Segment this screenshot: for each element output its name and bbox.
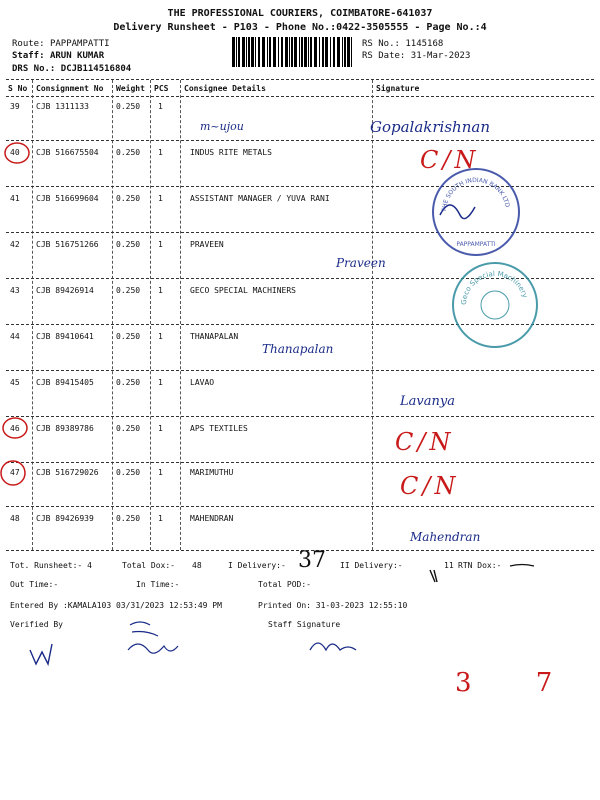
row-consignee: THANAPALAN <box>190 332 239 341</box>
drs-value: DCJB114516804 <box>60 64 132 74</box>
row-signature: Mahendran <box>410 530 481 544</box>
row-sno: 46 <box>10 424 20 433</box>
row-pcs: 1 <box>158 148 163 157</box>
col-pcs: PCS <box>154 84 169 93</box>
row-remark: C/N <box>400 472 460 500</box>
sno-circle-mark <box>3 418 27 438</box>
i-delivery-value: 37 <box>298 548 326 573</box>
row-consignee: GECO SPECIAL MACHINERS <box>190 286 296 295</box>
in-time: In Time:- <box>136 580 180 589</box>
row-pcs: 1 <box>158 286 163 295</box>
bank-stamp-graphic <box>434 170 518 254</box>
row-consignee: MARIMUTHU <box>190 468 234 477</box>
row-consignment: CJB 516699604 <box>36 194 99 203</box>
out-time: Out Time:- <box>10 580 59 589</box>
row-consignee: ASSISTANT MANAGER / YUVA RANI <box>190 194 330 203</box>
staff-signature-scribble <box>310 643 356 650</box>
bottom-handwritten-note: 3 7 <box>455 668 581 698</box>
staff-signature-label: Staff Signature <box>268 620 341 629</box>
row-sno: 39 <box>10 102 20 111</box>
row-consignee: PRAVEEN <box>190 240 224 249</box>
row-pcs: 1 <box>158 102 163 111</box>
total-pod: Total POD:- <box>258 580 311 589</box>
col-weight: Weight <box>116 84 145 93</box>
company-stamp <box>452 262 538 348</box>
row-consignee: MAHENDRAN <box>190 514 234 523</box>
row-pcs: 1 <box>158 424 163 433</box>
row-signature: Lavanya <box>400 394 455 409</box>
row-pcs: 1 <box>158 332 163 341</box>
sno-circle-mark <box>5 143 29 163</box>
total-dox-value: 48 <box>192 561 202 570</box>
row-weight: 0.250 <box>116 286 141 295</box>
dash-mark <box>510 565 534 567</box>
runsheet-subtitle: Delivery Runsheet - P103 - Phone No.:0422-3505555 - Page No.:4 <box>113 22 487 33</box>
row-consignee: APS TEXTILES <box>190 424 248 433</box>
row-pcs: 1 <box>158 194 163 203</box>
drs-label: DRS No.: <box>12 64 56 74</box>
row-weight: 0.250 <box>116 194 141 203</box>
col-signature: Signature <box>376 84 420 93</box>
verified-signature-scribble <box>128 644 178 653</box>
rs-date-value: 31-Mar-2023 <box>410 51 471 61</box>
row-consignment: CJB 516675504 <box>36 148 99 157</box>
company-title: THE PROFESSIONAL COURIERS, COIMBATORE-641037 <box>167 8 433 19</box>
row-sno: 47 <box>10 468 20 477</box>
rs-date-label: RS Date: <box>362 51 406 61</box>
ii-delivery-label: II Delivery:- <box>340 561 403 570</box>
company-stamp-text: Geco Special Machinery <box>459 269 529 306</box>
row-sno: 43 <box>10 286 20 295</box>
handwritten-initials: m~ujou <box>200 120 244 133</box>
col-consignment: Consignment No <box>36 84 104 93</box>
staff-label: Staff: <box>12 51 45 61</box>
sno-circle-mark <box>1 461 25 485</box>
row-weight: 0.250 <box>116 424 141 433</box>
rtn-dox-label: RTN Dox:- <box>458 561 502 570</box>
verified-by: Verified By <box>10 620 63 629</box>
total-dox-label: Total Dox:- <box>122 561 175 570</box>
entered-by: Entered By :KAMALA103 03/31/2023 12:53:49 PM <box>10 601 222 610</box>
row-consignment: CJB 89415405 <box>36 378 94 387</box>
row-consignment: CJB 89389786 <box>36 424 94 433</box>
row-consignment: CJB 89426939 <box>36 514 94 523</box>
bank-stamp-text: THE SOUTH INDIAN BANK LTD <box>440 176 511 213</box>
row-sno: 42 <box>10 240 20 249</box>
row-pcs: 1 <box>158 240 163 249</box>
staff-value: ARUN KUMAR <box>49 51 105 61</box>
row-weight: 0.250 <box>116 102 141 111</box>
row-consignee: LAVAO <box>190 378 215 387</box>
ii-delivery-value: 11 <box>444 561 454 570</box>
row-sno: 40 <box>10 148 20 157</box>
row-consignment: CJB 89426914 <box>36 286 94 295</box>
row-sno: 48 <box>10 514 20 523</box>
col-consignee: Consignee Details <box>184 84 266 93</box>
route-label: Route: <box>12 39 45 49</box>
row-signature: Thanapalan <box>262 342 334 356</box>
row-weight: 0.250 <box>116 240 141 249</box>
printed-on: Printed On: 31-03-2023 12:55:10 <box>258 601 408 610</box>
row-weight: 0.250 <box>116 148 141 157</box>
rs-no-value: 1145168 <box>405 39 444 49</box>
company-stamp-graphic <box>454 264 536 346</box>
row-sno: 45 <box>10 378 20 387</box>
row-weight: 0.250 <box>116 514 141 523</box>
row-weight: 0.250 <box>116 332 141 341</box>
row-remark: C/N <box>420 146 480 174</box>
row-signature: Gopalakrishnan <box>370 118 490 136</box>
tot-runsheet: Tot. Runsheet:- 4 <box>10 561 92 570</box>
route-value: PAPPAMPATTI <box>49 39 110 49</box>
row-consignment: CJB 89410641 <box>36 332 94 341</box>
row-sno: 44 <box>10 332 20 341</box>
row-pcs: 1 <box>158 378 163 387</box>
row-consignee: INDUS RITE METALS <box>190 148 272 157</box>
row-weight: 0.250 <box>116 378 141 387</box>
row-remark: C/N <box>395 428 455 456</box>
bank-stamp-branch: PAPPAMPATTI <box>456 241 496 248</box>
verified-signature-scribble <box>130 622 158 636</box>
verified-signature-scribble <box>30 644 52 664</box>
row-sno: 41 <box>10 194 20 203</box>
col-sno: S No <box>8 84 28 93</box>
row-consignment: CJB 516729026 <box>36 468 99 477</box>
row-pcs: 1 <box>158 514 163 523</box>
rs-no-label: RS No.: <box>362 39 400 49</box>
i-delivery-label: I Delivery:- <box>228 561 286 570</box>
row-pcs: 1 <box>158 468 163 477</box>
row-consignment: CJB 1311133 <box>36 102 89 111</box>
row-signature: Praveen <box>336 256 386 270</box>
bank-stamp <box>432 168 520 256</box>
row-consignment: CJB 516751266 <box>36 240 99 249</box>
row-weight: 0.250 <box>116 468 141 477</box>
